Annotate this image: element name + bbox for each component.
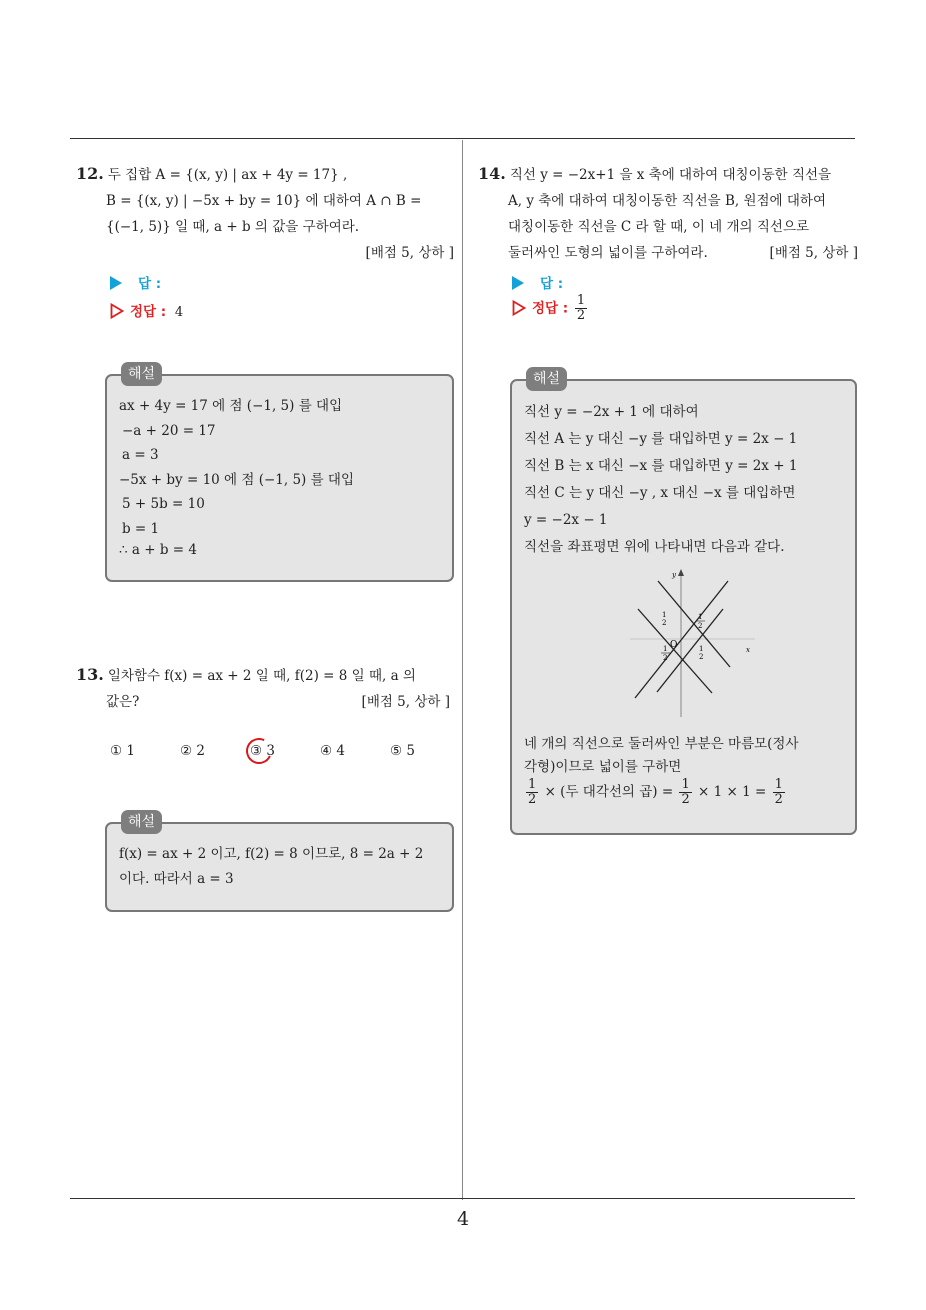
question-text: {(−1, 5)} 일 때, a + b 의 값을 구하여라. [106,219,360,235]
origin-label: O [670,640,678,650]
fraction-denominator: 2 [576,308,586,323]
choice-list [110,743,450,763]
choice-2[interactable]: ② 2 [180,743,205,759]
fraction-numerator: 1 [774,777,783,792]
solution-box [105,366,454,582]
solution-line: −a + 20 = 17 [122,422,216,439]
correct-label: 정답 : [532,300,569,317]
choice-5[interactable]: ⑤ 5 [390,743,415,759]
formula-text: × (두 대각선의 곱) = [544,784,674,800]
question-14 [478,161,860,266]
tick-label-bottom-right: 1 [699,645,704,653]
fraction-denominator: 2 [528,792,537,807]
choice-3[interactable] [250,743,275,759]
solution-box [105,814,454,912]
choice-3-label: ③ 3 [250,743,275,759]
fraction-half [773,778,785,807]
fraction-numerator: 1 [528,777,537,792]
fraction-numerator: 1 [681,777,690,792]
fraction-half [679,778,691,807]
solution-line: y = −2x − 1 [524,512,608,528]
correct-answer-row [110,300,183,320]
question-12 [76,161,454,266]
formula-text: × 1 × 1 = [698,784,767,800]
solution-tag: 해설 [121,362,162,386]
solution-line: −5x + by = 10 에 점 (−1, 5) 를 대입 [119,471,355,488]
tick-label-bottom-left-den: 2 [663,654,668,662]
tick-label-bottom-left: 1 [663,645,668,653]
area-formula [524,777,849,807]
solution-line: b = 1 [122,520,160,537]
solution-box [510,371,857,835]
tick-label-top-left: 1 [662,611,667,619]
x-axis-label: x [746,646,750,654]
column-divider [462,140,463,1200]
question-13 [76,662,454,715]
tick-label-bottom-right-den: 2 [699,653,704,661]
solution-tag: 해설 [526,367,567,391]
y-axis-arrow [678,569,684,576]
selected-circle-mark [242,734,275,767]
question-text: B = {(x, y) | −5x + by = 10} 에 대하여 A ∩ B = [106,193,422,209]
answer-label: 답 : [540,276,564,292]
solution-line: 직선을 좌표평면 위에 나타내면 다음과 같다. [524,539,785,555]
outline-triangle-icon [512,300,526,316]
solution-line: ∴ a + b = 4 [119,542,197,558]
question-text: 일차함수 f(x) = ax + 2 일 때, f(2) = 8 일 때, a 의 [107,668,416,684]
question-text: 두 집합 A = {(x, y) | ax + 4y = 17} , [107,167,348,183]
question-text: 직선 y = −2x+1 을 x 축에 대하여 대칭이동한 직선을 [509,167,832,183]
fraction-numerator: 1 [576,293,586,308]
page-number: 4 [456,1208,470,1230]
answer-row [110,272,161,292]
fraction-half [526,778,538,807]
solution-line: ax + 4y = 17 에 점 (−1, 5) 를 대입 [119,398,343,414]
solution-line: f(x) = ax + 2 이고, f(2) = 8 이므로, 8 = 2a + 2 [119,846,424,862]
question-number: 12. [76,164,104,183]
coordinate-graph [630,567,770,717]
points-label: [배점 5, 상하 ] [361,694,450,710]
choice-4[interactable]: ④ 4 [320,743,345,759]
solution-line: 직선 C 는 y 대신 −y , x 대신 −x 를 대입하면 [524,485,796,501]
solution-line: 이다. 따라서 a = 3 [119,870,234,887]
conclusion-line: 각형)이므로 넓이를 구하면 [524,759,682,775]
tick-label-top-right: 1 [698,613,703,621]
question-number: 13. [76,665,104,684]
tick-label-top-left-den: 2 [662,619,667,627]
answer-row [512,272,563,292]
solution-tag: 해설 [121,810,162,834]
points-label: [배점 5, 상하 ] [365,245,454,261]
line-d [658,581,730,667]
solution-line: 직선 B 는 x 대신 −x 를 대입하면 y = 2x + 1 [524,458,798,474]
header-rule [70,138,855,139]
choice-1[interactable]: ① 1 [110,743,135,759]
y-axis-label: y [672,571,676,579]
solution-line: 5 + 5b = 10 [122,496,205,512]
play-icon [512,276,524,290]
question-number: 14. [478,164,506,183]
solution-line: a = 3 [122,447,159,463]
correct-fraction [575,294,587,323]
tick-label-top-right-den: 2 [698,622,703,630]
fraction-denominator: 2 [681,792,690,807]
question-text: A, y 축에 대하여 대칭이동한 직선을 B, 원점에 대하여 [508,193,826,209]
conclusion-line: 네 개의 직선으로 둘러싸인 부분은 마름모(정사 [524,736,799,752]
fraction-denominator: 2 [774,792,783,807]
question-text: 대칭이동한 직선을 C 라 할 때, 이 네 개의 직선으로 [508,219,810,235]
solution-line: 직선 A 는 y 대신 −y 를 대입하면 y = 2x − 1 [524,431,798,447]
correct-value: 4 [174,305,184,320]
play-icon [110,276,122,290]
footer-rule [70,1198,855,1199]
correct-label: 정답 : [130,304,167,320]
answer-label: 답 : [138,276,162,292]
correct-answer-row [512,294,589,323]
solution-line: 직선 y = −2x + 1 에 대하여 [524,404,699,420]
points-label: [배점 5, 상하 ] [769,245,858,261]
outline-triangle-icon [110,303,124,319]
question-text: 둘러싸인 도형의 넓이를 구하여라. [508,245,708,261]
question-text: 값은? [106,694,140,710]
